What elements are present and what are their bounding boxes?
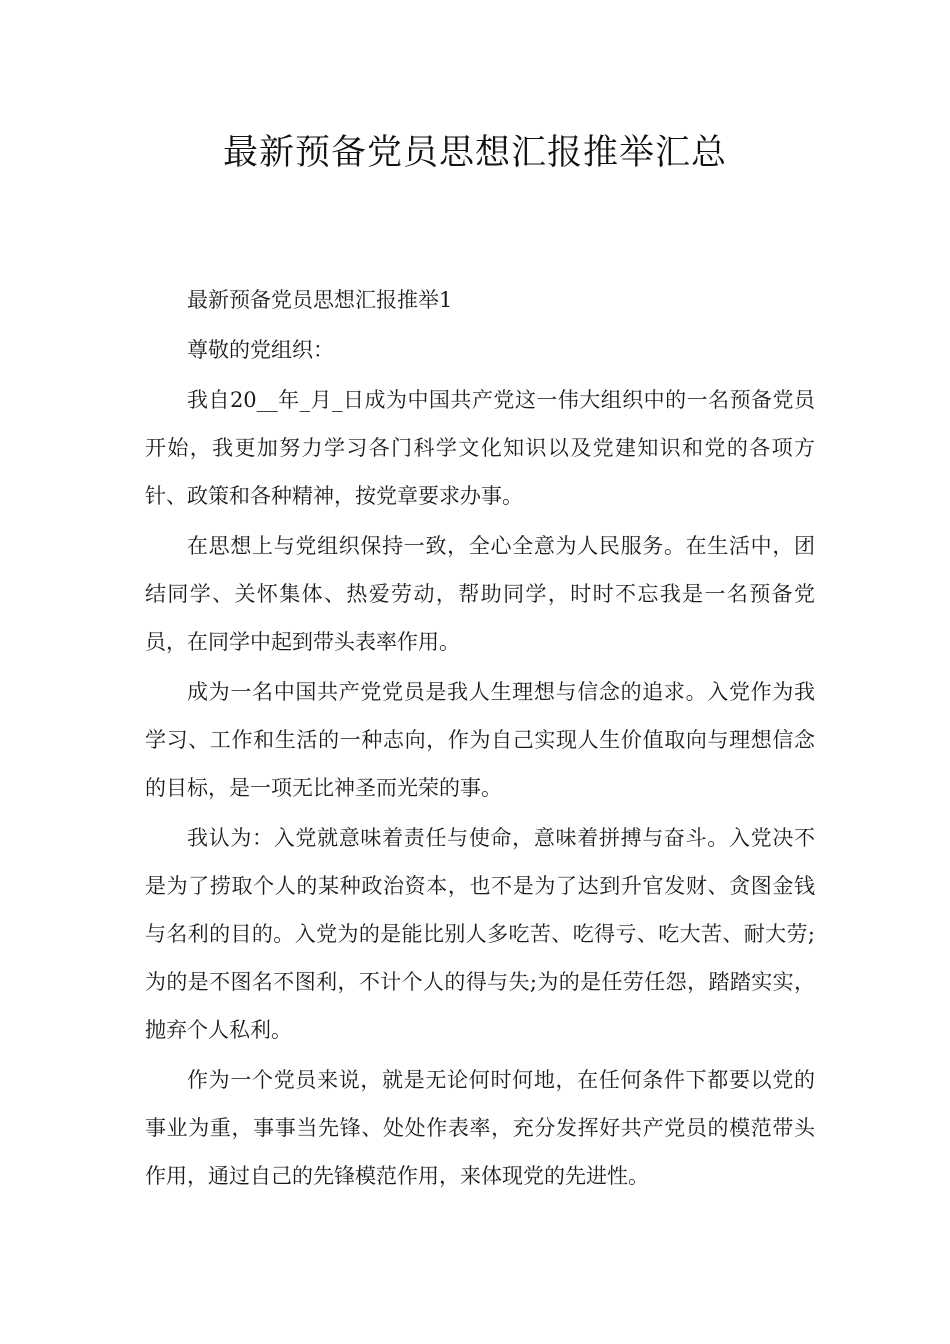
body-paragraph-4: 我认为：入党就意味着责任与使命，意味着拼搏与奋斗。入党决不是为了捞取个人的某种政治资本，也不是为了达到升官发财、贪图金钱与名利的目的。入党为的是能比别人多吃苦、吃得亏、吃大苦、耐大劳;为的是不图名不图利，不计个人的得与失;为的是任劳任怨，踏踏实实，抛弃个人私利。 <box>145 826 815 1042</box>
document-body <box>145 276 815 1202</box>
section-heading: 最新预备党员思想汇报推举1 <box>187 288 453 312</box>
document-title: 最新预备党员思想汇报推举汇总 <box>222 133 727 173</box>
salutation: 尊敬的党组织： <box>187 338 334 362</box>
body-paragraph-1: 我自20__年_月_日成为中国共产党这一伟大组织中的一名预备党员开始，我更加努力学习各门科学文化知识以及党建知识和党的各项方针、政策和各种精神，按党章要求办事。 <box>145 388 815 508</box>
body-paragraph-3: 成为一名中国共产党党员是我人生理想与信念的追求。入党作为我学习、工作和生活的一种志向，作为自己实现人生价值取向与理想信念的目标，是一项无比神圣而光荣的事。 <box>145 680 815 800</box>
body-paragraph-2: 在思想上与党组织保持一致，全心全意为人民服务。在生活中，团结同学、关怀集体、热爱劳动，帮助同学，时时不忘我是一名预备党员，在同学中起到带头表率作用。 <box>145 534 815 654</box>
body-paragraph-5: 作为一个党员来说，就是无论何时何地，在任何条件下都要以党的事业为重，事事当先锋、处处作表率，充分发挥好共产党员的模范带头作用，通过自己的先锋模范作用，来体现党的先进性。 <box>145 1068 815 1188</box>
